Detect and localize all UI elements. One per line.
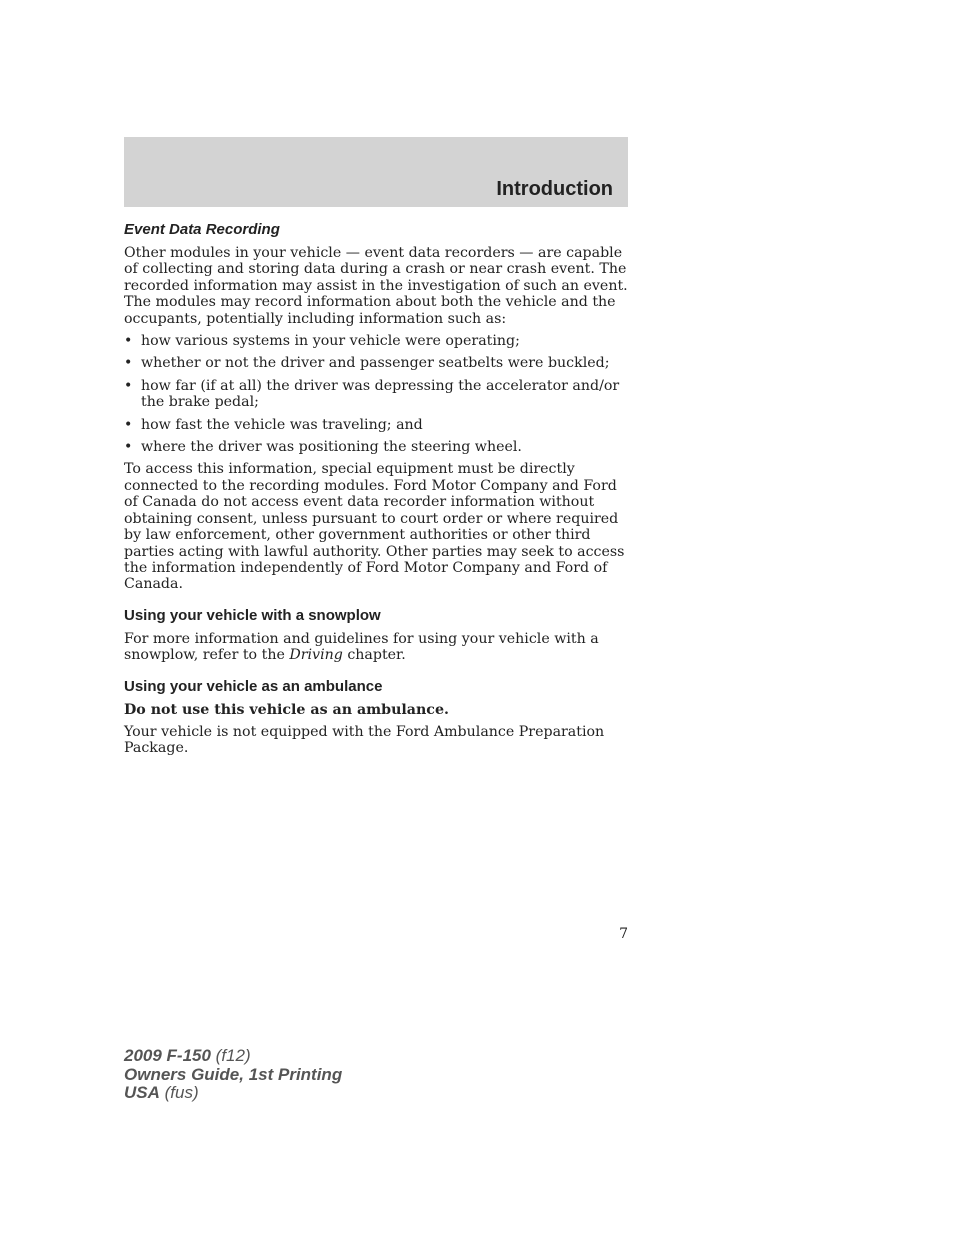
footer-line-1: [124, 1047, 342, 1066]
list-item: [124, 355, 628, 371]
snowplow-text: [124, 631, 628, 664]
list-item: [124, 439, 628, 455]
snowplow-text-end: chapter.: [342, 647, 406, 664]
page-content: [124, 220, 628, 763]
bullet-icon: •: [124, 439, 133, 456]
bullet-icon: •: [124, 355, 133, 372]
footer-model: 2009 F-150: [124, 1046, 211, 1065]
list-item-text: how various systems in your vehicle were operating;: [141, 333, 520, 350]
snowplow-heading: Using your vehicle with a snowplow: [124, 606, 381, 624]
list-item-text: where the driver was positioning the steering wheel.: [141, 439, 522, 456]
bullet-icon: •: [124, 377, 133, 394]
list-item-text: whether or not the driver and passenger seatbelts were buckled;: [141, 355, 610, 372]
ambulance-text: Your vehicle is not equipped with the Ford Ambulance Preparation Package.: [124, 723, 605, 757]
footer-line-2: Owners Guide, 1st Printing: [124, 1064, 343, 1084]
ambulance-heading: Using your vehicle as an ambulance: [124, 677, 383, 695]
footer-market: USA: [124, 1083, 160, 1102]
event-data-intro: Other modules in your vehicle — event data recorders — are capable of collecting and storing data during a crash or near crash event. The recorded information may assist in the investigation of such an event. The modules may record information about both the vehicle and the occupants, potentially including information such as:: [124, 245, 628, 327]
section-header-band: [124, 137, 628, 207]
bullet-icon: •: [124, 333, 133, 350]
footer-model-code: (f12): [210, 1046, 251, 1065]
list-item: [124, 417, 628, 433]
event-data-access: To access this information, special equipment must be directly connected to the recording modules. Ford Motor Company and Ford of Canada do not access event data recorder information without obtaining consent, unless pursuant to court order or where required by law enforcement, other government authorities or other third parties acting with lawful authority. Other parties may seek to access the information independently of Ford Motor Company and Ford of Canada.: [124, 461, 625, 593]
list-item-text: how far (if at all) the driver was depressing the accelerator and/or the brake pedal;: [141, 377, 620, 411]
footer-line-3: [124, 1084, 342, 1103]
list-item: [124, 333, 628, 349]
ambulance-warning: Do not use this vehicle as an ambulance.: [124, 701, 449, 718]
event-data-list: [124, 333, 628, 455]
page-number: 7: [619, 926, 628, 942]
event-data-heading: Event Data Recording: [124, 221, 280, 238]
snowplow-text-start: For more information and guidelines for using your vehicle with a snowplow, refer to the: [124, 630, 599, 664]
section-title: Introduction: [496, 178, 613, 200]
list-item-text: how fast the vehicle was traveling; and: [141, 416, 423, 433]
chapter-reference: Driving: [289, 647, 343, 664]
footer-market-code: (fus): [159, 1083, 199, 1102]
footer: [124, 1047, 342, 1103]
bullet-icon: •: [124, 416, 133, 433]
list-item: [124, 378, 628, 411]
